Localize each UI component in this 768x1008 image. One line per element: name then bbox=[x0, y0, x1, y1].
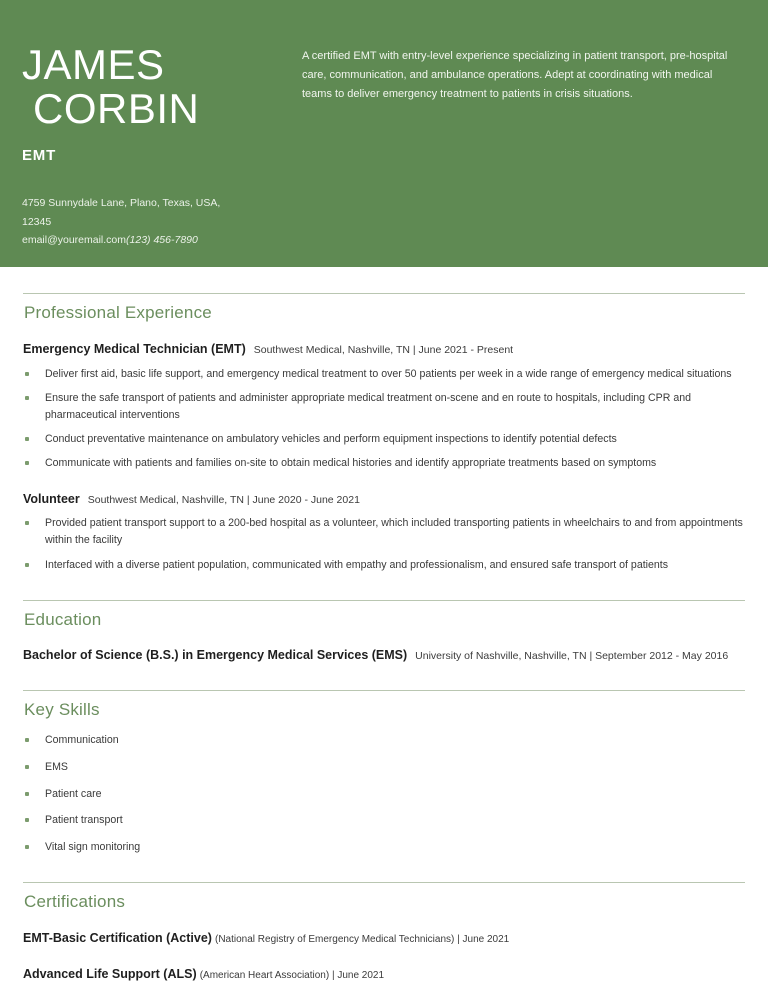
bullet-icon bbox=[25, 845, 29, 849]
bullet-text: Conduct preventative maintenance on ambulatory vehicles and perform equipment inspections to identify potential defects bbox=[45, 433, 617, 446]
section-certifications bbox=[23, 882, 745, 984]
certification-meta: (National Registry of Emergency Medical Technicians) | June 2021 bbox=[215, 934, 510, 946]
volunteer-entry bbox=[23, 490, 745, 574]
section-title-certifications: Certifications bbox=[24, 892, 126, 912]
bullet-icon bbox=[25, 461, 29, 465]
list-item bbox=[23, 813, 745, 829]
section-divider bbox=[23, 600, 745, 601]
skill-text: Vital sign monitoring bbox=[45, 841, 141, 854]
header-summary-block bbox=[290, 0, 768, 267]
certification-entry bbox=[23, 929, 745, 948]
list-item bbox=[23, 515, 745, 549]
skill-text: Patient care bbox=[45, 787, 102, 800]
job-title: EMT bbox=[22, 147, 57, 165]
skill-text: Patient transport bbox=[45, 814, 123, 827]
resume-header bbox=[0, 0, 768, 267]
section-key-skills bbox=[23, 690, 745, 856]
certification-name: EMT-Basic Certification (Active) bbox=[23, 931, 212, 946]
list-item bbox=[23, 760, 745, 776]
certification-entry bbox=[23, 965, 745, 984]
section-education bbox=[23, 600, 745, 664]
bullet-icon bbox=[25, 521, 29, 525]
bullet-text: Provided patient transport support to a 200-bed hospital as a volunteer, which included transporting patients in wheelchairs to and from appointments within the facility bbox=[45, 517, 743, 547]
experience-meta: Southwest Medical, Nashville, TN | June 2021 - Present bbox=[253, 344, 514, 356]
section-title-experience: Professional Experience bbox=[24, 303, 212, 322]
volunteer-bullet-list bbox=[23, 515, 745, 573]
bullet-icon bbox=[25, 396, 29, 400]
bullet-icon bbox=[25, 437, 29, 441]
section-title-education: Education bbox=[24, 609, 102, 629]
section-title-skills: Key Skills bbox=[24, 699, 100, 719]
experience-bullet-list bbox=[23, 366, 745, 473]
certification-meta: (American Heart Association) | June 2021 bbox=[199, 969, 385, 981]
bullet-icon bbox=[25, 372, 29, 376]
section-divider bbox=[23, 690, 745, 691]
experience-role: Emergency Medical Technician (EMT) bbox=[23, 342, 246, 356]
section-divider bbox=[23, 293, 745, 294]
phone-number[interactable]: (123) 456-7890 bbox=[126, 233, 198, 246]
contact-block bbox=[22, 194, 290, 249]
skill-text: Communication bbox=[45, 733, 119, 746]
professional-summary: A certified EMT with entry-level experience specializing in patient transport, pre-hospital care, communication, and ambulance operations. Adept at coordinating with medical teams to deliver emergency treatment to patients in crisis situations. bbox=[302, 50, 728, 100]
list-item bbox=[23, 733, 745, 749]
header-identity-block bbox=[0, 0, 290, 267]
bullet-icon bbox=[25, 818, 29, 822]
certification-name: Advanced Life Support (ALS) bbox=[23, 966, 197, 981]
email-phone-line bbox=[22, 231, 290, 249]
list-item bbox=[23, 787, 745, 803]
address-line-1: 4759 Sunnydale Lane, Plano, Texas, USA, bbox=[22, 197, 221, 210]
experience-entry-head bbox=[23, 340, 745, 359]
bullet-text: Communicate with patients and families on-site to obtain medical histories and identify appropriate treatments based on symptoms bbox=[45, 457, 657, 470]
experience-entry bbox=[23, 340, 745, 473]
list-item bbox=[23, 557, 745, 574]
list-item bbox=[23, 455, 745, 472]
bullet-text: Ensure the safe transport of patients and administer appropriate medical treatment on-scene and en route to hospitals, including CPR and pharmaceutical interventions bbox=[45, 391, 692, 422]
bullet-icon bbox=[25, 792, 29, 796]
list-item bbox=[23, 431, 745, 448]
bullet-icon bbox=[25, 765, 29, 769]
list-item bbox=[23, 390, 745, 424]
education-entry bbox=[23, 646, 745, 664]
skills-list bbox=[23, 733, 745, 856]
volunteer-meta: Southwest Medical, Nashville, TN | June 2020 - June 2021 bbox=[87, 493, 360, 506]
education-meta: University of Nashville, Nashville, TN | September 2012 - May 2016 bbox=[415, 649, 729, 662]
list-item bbox=[23, 840, 745, 856]
section-professional-experience bbox=[23, 293, 745, 574]
education-degree: Bachelor of Science (B.S.) in Emergency Medical Services (EMS) bbox=[23, 647, 408, 662]
bullet-icon bbox=[25, 738, 29, 742]
email-address[interactable]: email@youremail.com bbox=[22, 233, 127, 246]
section-divider bbox=[23, 882, 745, 883]
list-item bbox=[23, 366, 745, 383]
bullet-icon bbox=[25, 563, 29, 567]
volunteer-role: Volunteer bbox=[23, 491, 80, 506]
last-name: CORBIN bbox=[33, 85, 200, 133]
address-line-2: 12345 bbox=[22, 215, 52, 228]
bullet-text: Deliver first aid, basic life support, and emergency medical treatment to over 50 patients per week in a wide range of emergency medical situations bbox=[45, 367, 732, 380]
skill-text: EMS bbox=[45, 760, 68, 773]
bullet-text: Interfaced with a diverse patient population, communicated with empathy and professionalism, and ensured safe transport of patients bbox=[45, 558, 669, 571]
resume-body bbox=[0, 293, 768, 984]
volunteer-entry-head bbox=[23, 490, 745, 509]
first-name: JAMES bbox=[22, 41, 165, 88]
